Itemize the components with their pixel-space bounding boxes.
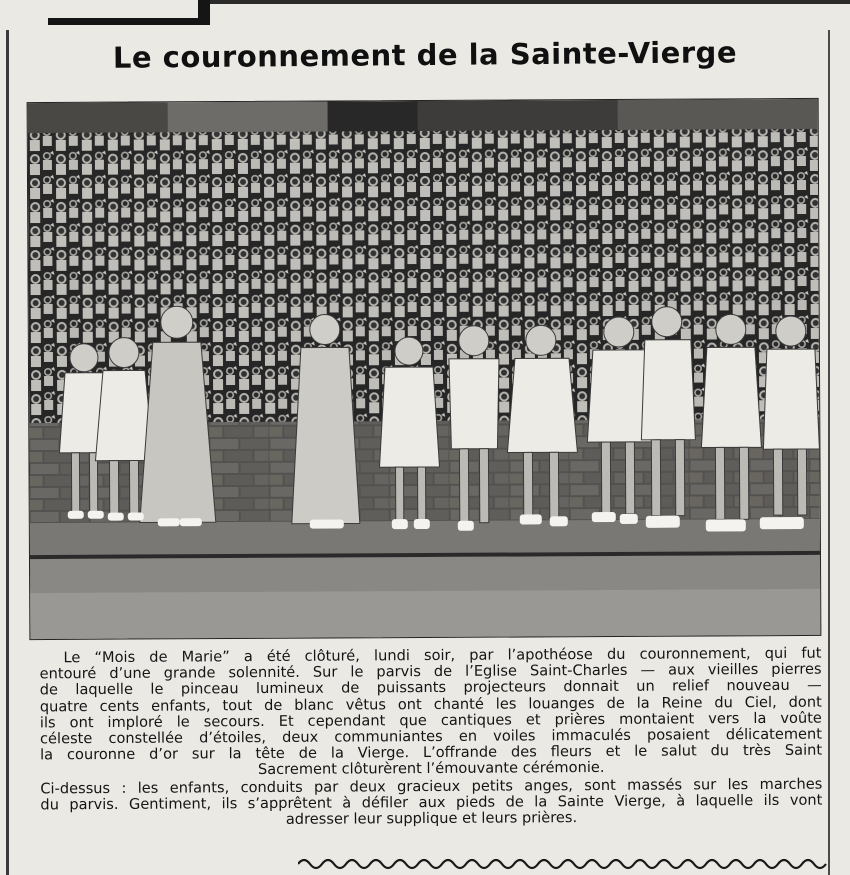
article-line: Le “Mois de Marie” a été clôturé, lundi soir, par l’apothéose du couronnement, qui fut [63, 644, 822, 667]
top-rule [210, 0, 850, 4]
photo-caption-line: du parvis. Gentiment, ils s’apprêtent à défiler aux pieds de la Sainte Vierge, à laquelle ils vont [40, 791, 823, 814]
headline: Le couronnement de la Sainte-Vierge [112, 35, 738, 75]
photo-caption-line: Ci-dessus : les enfants, conduits par deux gracieux petits anges, sont massés sur les marches [40, 775, 823, 798]
article-line: entouré d’une grande solennité. Sur le parvis de l’Eglise Saint-Charles — aux vieilles pierres [39, 660, 822, 683]
article-line: Sacrement clôturèrent l’émouvante cérémonie. [257, 759, 605, 779]
right-column-rule [828, 30, 830, 875]
photo-caption-line: adresser leur supplique et leurs prières. [285, 809, 578, 828]
left-column-rule [6, 30, 9, 875]
article-line: la couronne d’or sur la tête de la Vierge. L’offrande des fleurs et le salut du très Saint [40, 741, 823, 764]
top-rule-corner [198, 0, 210, 25]
article-body [39, 646, 822, 830]
article-line: de laquelle le pinceau lumineux de puissants projecteurs donnait un relief nouveau — [39, 677, 822, 699]
top-left-rule [48, 18, 210, 25]
photo-crowd-of-children-on-church-steps-icon [28, 99, 821, 639]
wavy-border-icon [298, 856, 834, 872]
article-line: quatre cents enfants, tout de blanc vêtus ont chanté les louanges de la Reine du Ciel, dont [39, 693, 822, 715]
article-line: céleste constellée d’étoiles, deux communiantes en voiles immaculés posaient délicatement [39, 725, 823, 748]
article-line: ils ont imploré le secours. Et cependant que cantiques et prières montaient vers la voûte [39, 709, 822, 732]
article-photo [27, 98, 822, 640]
